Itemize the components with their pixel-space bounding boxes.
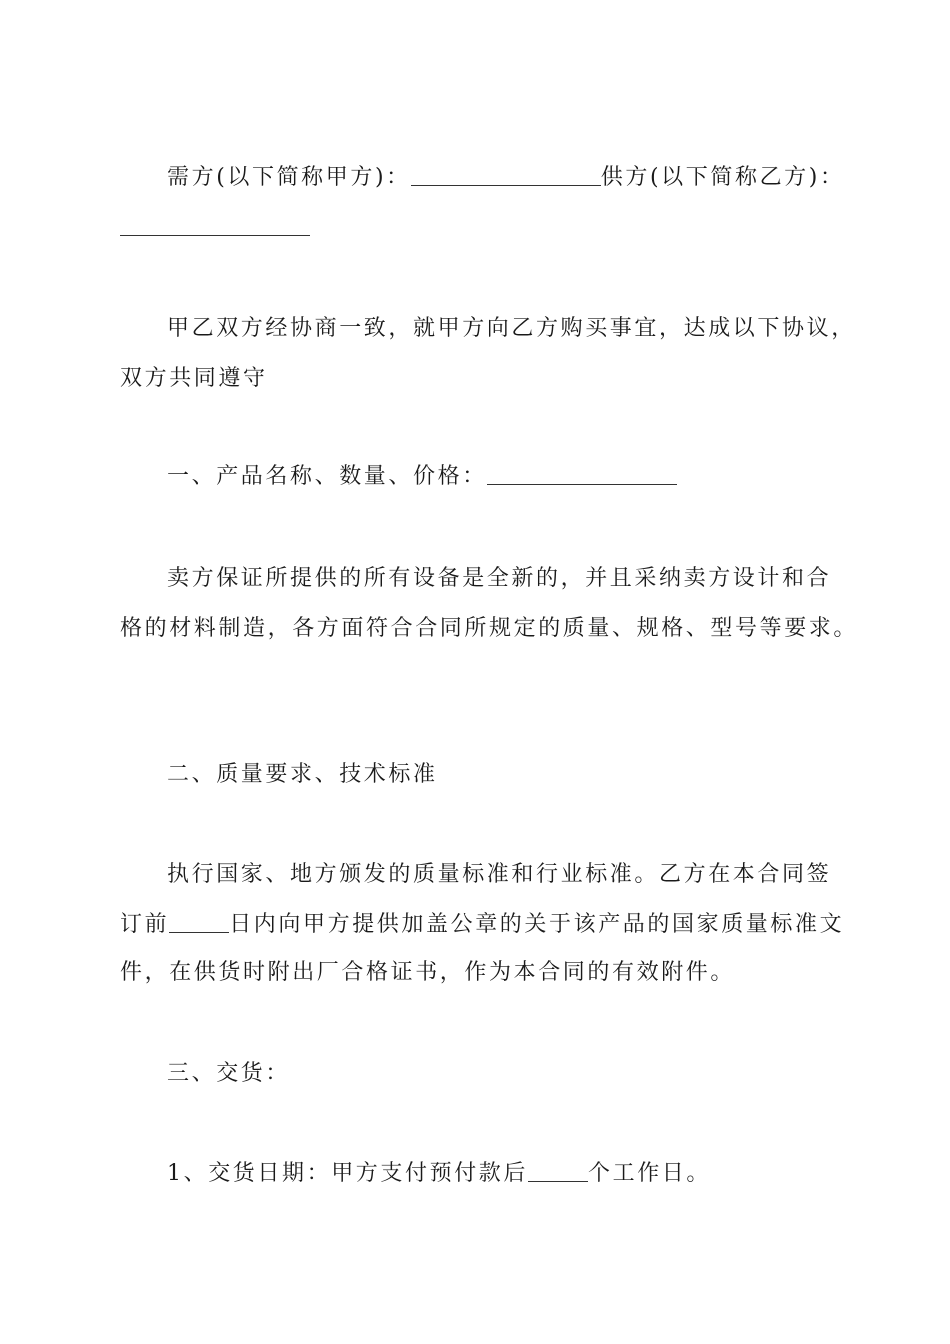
intro-line-1: 甲乙双方经协商一致，就甲方向乙方购买事宜，达成以下协议， (167, 316, 856, 341)
seller-blank (120, 215, 310, 236)
section2-body-line-2-prefix: 订前 (120, 912, 170, 937)
product-blank (487, 464, 677, 485)
days-blank (169, 912, 229, 933)
section3-item-1-suffix: 个工作日。 (588, 1161, 712, 1186)
section3-heading: 三、交货： (167, 1061, 291, 1086)
section1-heading-text: 一、产品名称、数量、价格： (167, 464, 487, 489)
section1-body-line-2: 格的材料制造，各方面符合合同所规定的质量、规格、型号等要求。 (120, 616, 859, 641)
section2-body-line-1: 执行国家、地方颁发的质量标准和行业标准。乙方在本合同签 (167, 862, 832, 887)
buyer-blank (411, 165, 601, 186)
seller-blank-line (120, 213, 840, 243)
intro-line-2: 双方共同遵守 (120, 366, 268, 391)
section3-item-1-prefix: 1、交货日期：甲方支付预付款后 (167, 1161, 528, 1186)
section2-body-line-3: 件，在供货时附出厂合格证书，作为本合同的有效附件。 (120, 960, 736, 985)
buyer-label: 需方(以下简称甲方)： (167, 165, 411, 190)
parties-line (167, 163, 845, 193)
section3-item-1 (167, 1159, 840, 1189)
workdays-blank (528, 1161, 588, 1182)
seller-label: 供方(以下简称乙方)： (600, 165, 845, 190)
section2-body-line-2 (120, 910, 845, 940)
section2-heading: 二、质量要求、技术标准 (167, 762, 438, 787)
section1-heading (167, 462, 840, 492)
section2-body-line-2-suffix: 日内向甲方提供加盖公章的关于该产品的国家质量标准文 (229, 912, 845, 937)
section1-body-line-1: 卖方保证所提供的所有设备是全新的，并且采纳卖方设计和合 (167, 566, 832, 591)
